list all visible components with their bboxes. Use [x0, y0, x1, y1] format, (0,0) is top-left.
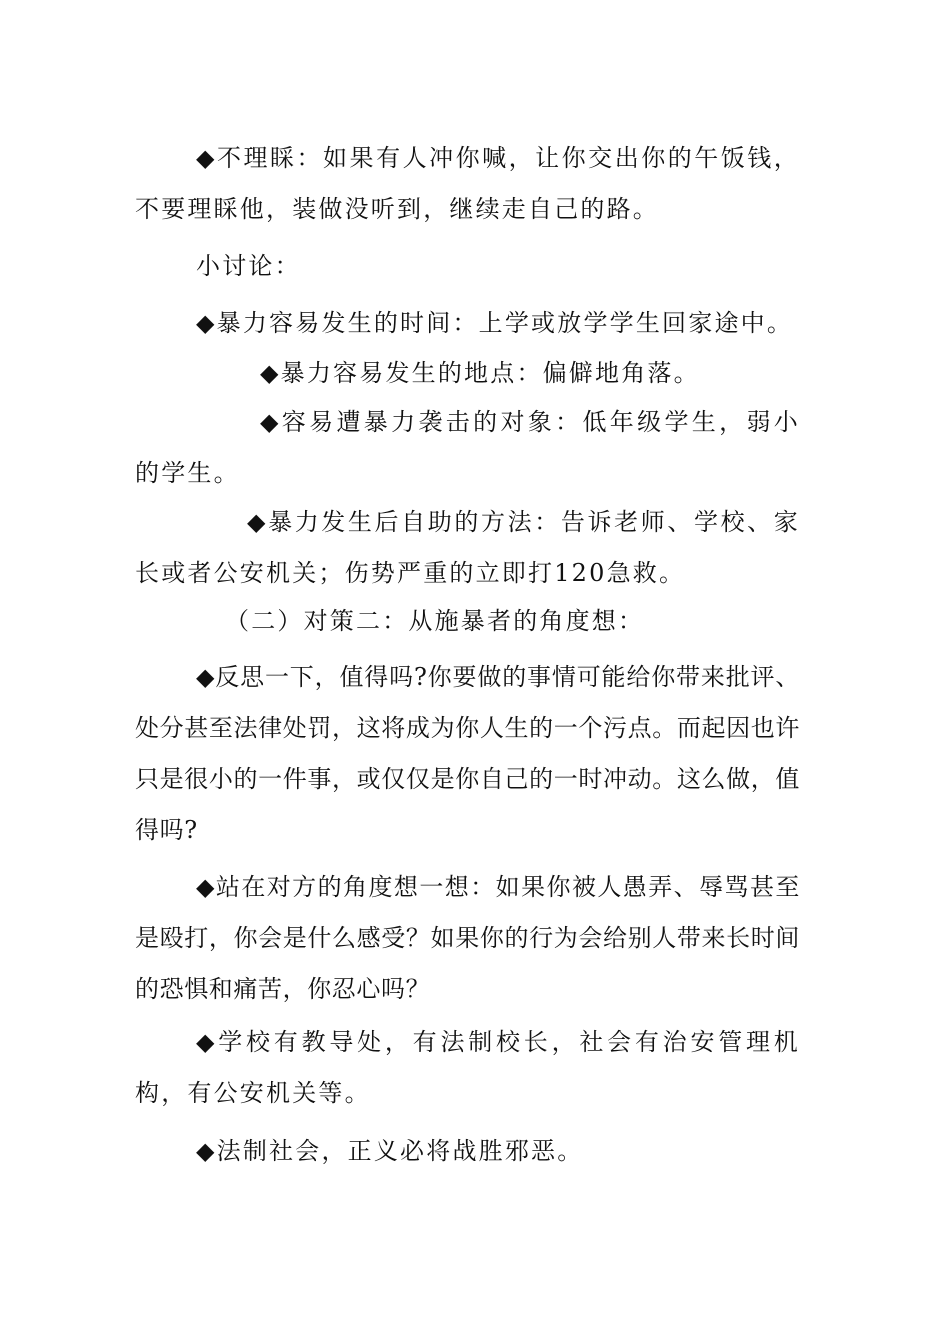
- paragraph-school-authority: ◆学校有教导处，有法制校长，社会有治安管理机构，有公安机关等。: [135, 1028, 800, 1107]
- paragraph-empathy: ◆站在对方的角度想一想：如果你被人愚弄、辱骂甚至是殴打，你会是什么感受？如果你的行为会给别人带来长时间的恐惧和痛苦，你忍心吗？: [135, 873, 800, 1003]
- paragraph-discussion-heading: 小讨论：: [196, 252, 301, 280]
- paragraph-justice: ◆法制社会，正义必将战胜邪恶。: [196, 1137, 584, 1165]
- paragraph-self-help: ◆暴力发生后自助的方法：告诉老师、学校、家长或者公安机关；伤势严重的立即打120急救。: [135, 508, 800, 587]
- paragraph-reflect: ◆反思一下，值得吗?你要做的事情可能给你带来批评、处分甚至法律处罚，这将成为你人生的一个污点。而起因也许只是很小的一件事，或仅仅是你自己的一时冲动。这么做，值得吗?: [135, 663, 800, 844]
- paragraph-ignore-bully: ◆不理睬：如果有人冲你喊，让你交出你的午饭钱，不要理睬他，装做没听到，继续走自己的路。: [135, 144, 800, 223]
- paragraph-violence-target: ◆容易遭暴力袭击的对象：低年级学生，弱小的学生。: [135, 408, 800, 487]
- paragraph-violence-place: ◆暴力容易发生的地点：偏僻地角落。: [260, 359, 700, 387]
- paragraph-violence-time: ◆暴力容易发生的时间：上学或放学学生回家途中。: [196, 309, 794, 337]
- section-heading-strategy-two: （二）对策二：从施暴者的角度想：: [225, 607, 645, 635]
